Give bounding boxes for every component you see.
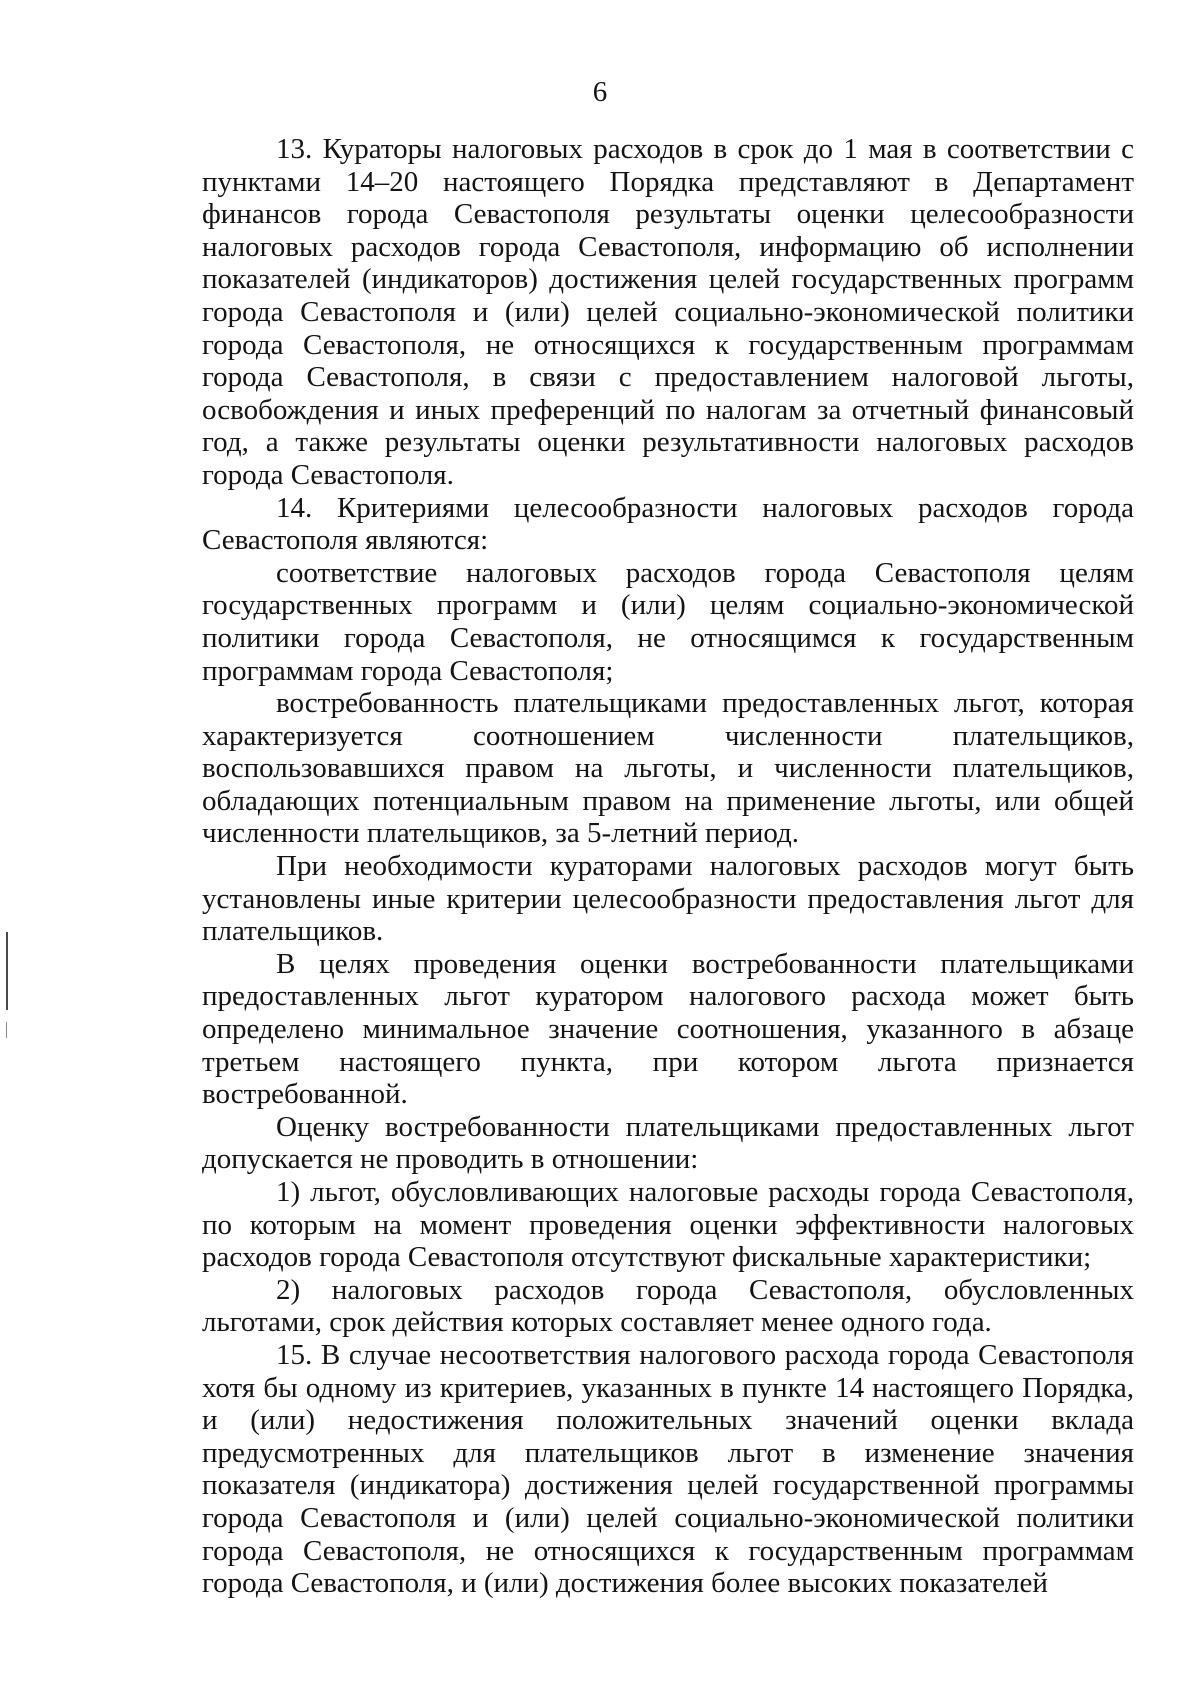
paragraph-15: 15. В случае несоответствия налогового расхода города Севастополя хотя бы одному из критериев, указанных в пункте 14 настоящего Порядка, и (или) недостижения положительных значений оценки вклада предусмотренных для плательщиков льгот в изменение значения показателя (индикатора) достижения целей государственной программы города Севастополя и (или) целей социально-экономической политики города Севастополя, не относящихся к государственным программам города Севастополя, и (или) достижения более высоких показателей — [202, 1338, 1134, 1600]
paragraph-14: 14. Критериями целесообразности налоговых расходов города Севастополя являются: — [202, 491, 1134, 557]
document-body — [202, 133, 1134, 1600]
paragraph-exemption-intro: Оценку востребованности плательщиками предоставленных льгот допускается не проводить в отношении: — [202, 1110, 1134, 1176]
paragraph-criterion-demand: востребованность плательщиками предоставленных льгот, которая характеризуется соотношением численности плательщиков, воспользовавшихся правом на льготы, и численности плательщиков, обладающих потенциальным правом на применение льготы, или общей численности плательщиков, за 5-летний период. — [202, 687, 1134, 850]
paragraph-other-criteria: При необходимости кураторами налоговых расходов могут быть установлены иные критерии целесообразности предоставления льгот для плательщиков. — [202, 850, 1134, 948]
list-item-2: 2) налоговых расходов города Севастополя, обусловленных льготами, срок действия которых составляет менее одного года. — [202, 1273, 1134, 1339]
page-number: 6 — [592, 76, 608, 108]
paragraph-minimum-ratio: В целях проведения оценки востребованности плательщиками предоставленных льгот куратором налогового расхода может быть определено минимальное значение соотношения, указанного в абзаце третьем настоящего пункта, при котором льгота признается востребованной. — [202, 947, 1134, 1111]
list-item-1: 1) льгот, обусловливающих налоговые расходы города Севастополя, по которым на момент проведения оценки эффективности налоговых расходов города Севастополя отсутствуют фискальные характеристики; — [202, 1176, 1134, 1274]
paragraph-criterion-goals: соответствие налоговых расходов города Севастополя целям государственных программ и (или) целям социально-экономической политики города Севастополя, не относящимся к государственным программам города Севастополя; — [202, 556, 1134, 687]
scan-margin-mark-small — [6, 1022, 7, 1038]
scan-margin-mark — [6, 932, 8, 1010]
paragraph-13: 13. Кураторы налоговых расходов в срок до 1 мая в соответствии с пунктами 14–20 настоящего Порядка представляют в Департамент финансов города Севастополя результаты оценки целесообразности налоговых расходов города Севастополя, информацию об исполнении показателей (индикаторов) достижения целей государственных программ города Севастополя и (или) целей социально-экономической политики города Севастополя, не относящихся к государственным программам города Севастополя, в связи с предоставлением налоговой льготы, освобождения и иных преференций по налогам за отчетный финансовый год, а также результаты оценки результативности налоговых расходов города Севастополя. — [202, 133, 1134, 491]
